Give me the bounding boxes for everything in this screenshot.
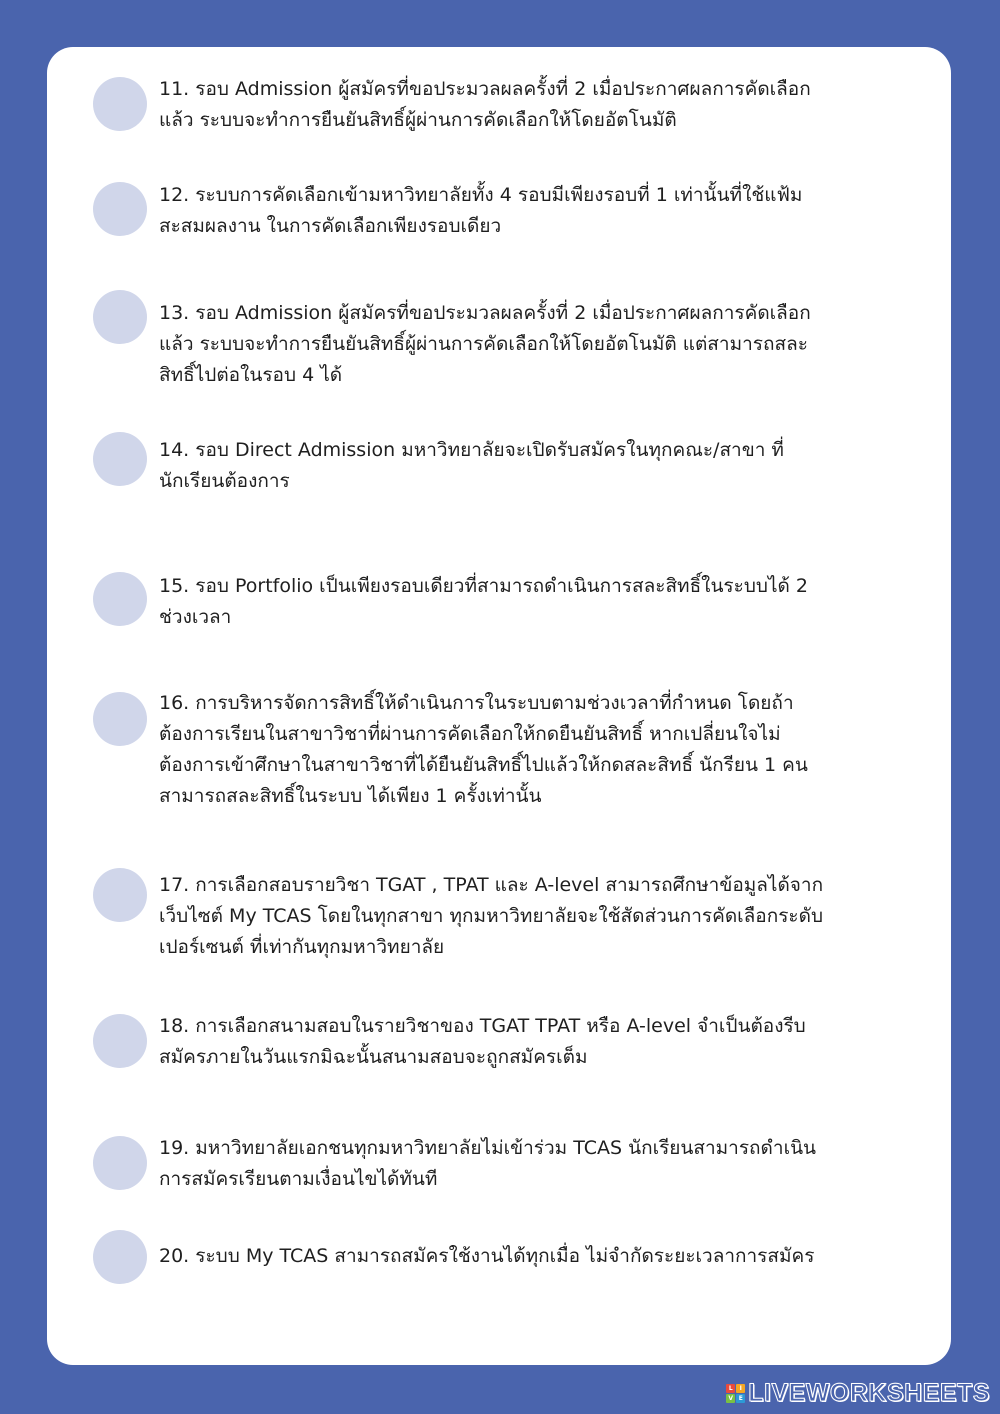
- answer-bubble[interactable]: [93, 77, 147, 131]
- answer-bubble[interactable]: [93, 572, 147, 626]
- answer-bubble[interactable]: [93, 692, 147, 746]
- answer-bubble[interactable]: [93, 1230, 147, 1284]
- answer-bubble[interactable]: [93, 182, 147, 236]
- answer-bubble[interactable]: [93, 290, 147, 344]
- liveworksheets-footer: [726, 1378, 990, 1408]
- answer-bubble[interactable]: [93, 1014, 147, 1068]
- question-text: 15. รอบ Portfolio เป็นเพียงรอบเดียวที่สามารถดำเนินการสละสิทธิ์ในระบบได้ 2 ช่วงเวลา: [159, 575, 808, 628]
- answer-bubble[interactable]: [93, 868, 147, 922]
- logo-letter: L: [726, 1384, 735, 1393]
- brand-name: LIVEWORKSHEETS: [748, 1378, 990, 1407]
- liveworksheets-logo-icon: [726, 1384, 745, 1403]
- question-text: 20. ระบบ My TCAS สามารถสมัครใช้งานได้ทุกเมื่อ ไม่จำกัดระยะเวลาการสมัคร: [159, 1245, 815, 1267]
- logo-letter: E: [736, 1394, 745, 1403]
- question-text: 14. รอบ Direct Admission มหาวิทยาลัยจะเปิดรับสมัครในทุกคณะ/สาขา ที่ นักเรียนต้องการ: [159, 439, 784, 492]
- logo-letter: V: [726, 1394, 735, 1403]
- question-text: 17. การเลือกสอบรายวิชา TGAT , TPAT และ A-level สามารถศึกษาข้อมูลได้จาก เว็บไซต์ My TCAS โดยในทุกสาขา ทุกมหาวิทยาลัยจะใช้สัดส่วนการคัดเลือกระดับ เปอร์เซนต์ ที่เท่ากันทุกมหาวิทยาลัย: [159, 874, 824, 958]
- question-text: 16. การบริหารจัดการสิทธิ์ให้ดำเนินการในระบบตามช่วงเวลาที่กำหนด โดยถ้า ต้องการเรียนในสาขาวิชาที่ผ่านการคัดเลือกให้กดยืนยันสิทธิ์ หากเปลี่ยนใจไม่ ต้องการเข้าศึกษาในสาขาวิชาที่ได้ยืนยันสิทธิ์ไปแล้วให้กดสละสิทธิ์ นักรียน 1 คน สามารถสละสิทธิ์ในระบบ ได้เพียง 1 ครั้งเท่านั้น: [159, 692, 808, 807]
- answer-bubble[interactable]: [93, 432, 147, 486]
- question-text: 19. มหาวิทยาลัยเอกชนทุกมหาวิทยาลัยไม่เข้าร่วม TCAS นักเรียนสามารถดำเนิน การสมัครเรียนตามเงื่อนไขได้ทันที: [159, 1137, 817, 1190]
- question-text: 13. รอบ Admission ผู้สมัครที่ขอประมวลผลครั้งที่ 2 เมื่อประกาศผลการคัดเลือก แล้ว ระบบจะทำการยืนยันสิทธิ์ผู้ผ่านการคัดเลือกให้โดยอัตโนมัติ แต่สามารถสละ สิทธิ์ไปต่อในรอบ 4 ได้: [159, 302, 811, 386]
- question-text: 11. รอบ Admission ผู้สมัครที่ขอประมวลผลครั้งที่ 2 เมื่อประกาศผลการคัดเลือก แล้ว ระบบจะทำการยืนยันสิทธิ์ผู้ผ่านการคัดเลือกให้โดยอัตโนมัติ: [159, 78, 811, 131]
- logo-letter: I: [736, 1384, 745, 1393]
- worksheet-card: [47, 47, 951, 1365]
- question-text: 12. ระบบการคัดเลือกเข้ามหาวิทยาลัยทั้ง 4 รอบมีเพียงรอบที่ 1 เท่านั้นที่ใช้แฟ้ม สะสมผลงาน ในการคัดเลือกเพียงรอบเดียว: [159, 184, 803, 237]
- question-text: 18. การเลือกสนามสอบในรายวิชาของ TGAT TPAT หรือ A-level จำเป็นต้องรีบ สมัครภายในวันแรกมิฉะนั้นสนามสอบจะถูกสมัครเต็ม: [159, 1015, 806, 1068]
- answer-bubble[interactable]: [93, 1136, 147, 1190]
